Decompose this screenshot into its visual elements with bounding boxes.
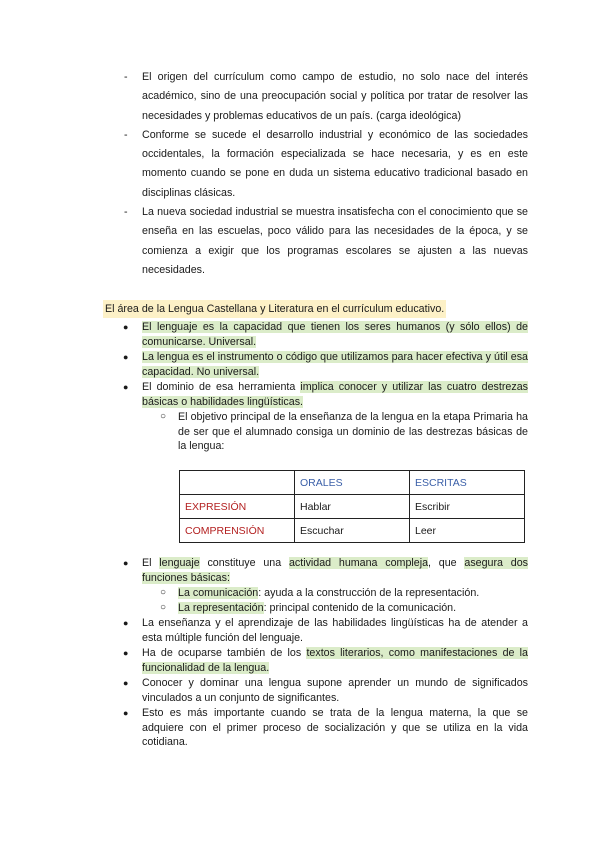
sub-item-text: : ayuda a la construcción de la representación.	[258, 587, 480, 599]
bullet-highlight: lenguaje	[159, 557, 200, 569]
table-header-cell: ESCRITAS	[410, 471, 525, 495]
bullet-list-bottom	[120, 556, 528, 751]
dash-item	[120, 68, 528, 126]
skills-table	[179, 470, 525, 543]
bullet-marker: ●	[123, 618, 129, 628]
bullet-highlight: textos literarios, como manifestaciones de la funcionalidad de la lengua.	[142, 647, 528, 674]
sub-item	[142, 410, 528, 454]
sub-item-text: : principal contenido de la comunicación.	[263, 601, 457, 614]
bullet-marker: ●	[123, 678, 129, 688]
dash-marker: -	[124, 71, 128, 83]
bullet-marker: ●	[123, 322, 129, 332]
bullet-marker: ●	[123, 648, 129, 658]
dash-item	[120, 203, 528, 280]
bullet-highlight: asegura dos funciones básicas:	[142, 557, 528, 584]
bullet-text: Esto es más importante cuando se trata de la lengua materna, la que se adquiere con el primer proceso de socialización y que se utiliza en la vida cotidiana.	[142, 707, 528, 748]
bullet-highlight: actividad humana compleja	[288, 557, 429, 569]
bullet-item	[120, 676, 528, 705]
table-cell: Leer	[410, 519, 525, 543]
bullet-list-top	[120, 320, 528, 455]
sub-marker: ○	[160, 601, 167, 613]
bullet-item	[120, 616, 528, 645]
bullet-item	[120, 320, 528, 349]
bullet-text: El lenguaje es la capacidad que tienen los seres humanos (y sólo ellos) de comunicarse. Universal.	[142, 321, 528, 348]
sub-highlight: La comunicación	[178, 587, 259, 599]
dash-item-text: La nueva sociedad industrial se muestra insatisfecha con el conocimiento que se enseña en las escuelas, poco válido para las necesidades de la época, y se comienza a exigir que los programas escolares se ajusten a las nuevas necesidades.	[142, 206, 528, 276]
skills-table-wrapper	[179, 470, 525, 543]
table-row	[180, 519, 525, 543]
bullet-text: Conocer y dominar una lengua supone aprender un mundo de significados vinculados a un conjunto de significantes.	[142, 677, 528, 704]
sub-list	[142, 410, 528, 454]
bullet-text: La lengua es el instrumento o código que utilizamos para hacer efectiva y útil esa capacidad. No universal.	[142, 351, 528, 378]
bullet-item	[120, 706, 528, 750]
sub-item	[142, 601, 528, 616]
bullet-item	[120, 380, 528, 454]
bullet-text: El	[142, 557, 160, 569]
dash-item-text: Conforme se sucede el desarrollo industrial y económico de las sociedades occidentales, la formación especializada se hace necesaria, y es en este momento cuando se pone en duda un sistema educativo tradicional basado en disciplinas clásicas.	[142, 128, 528, 199]
bullet-item	[120, 556, 528, 615]
bullet-marker: ●	[123, 352, 129, 362]
bullet-text: El dominio de esa herramienta	[142, 381, 301, 393]
bullet-text: Ha de ocuparse también de los	[142, 647, 307, 659]
bullet-item	[120, 646, 528, 675]
bullet-text: La enseñanza y el aprendizaje de las habilidades lingüísticas ha de atender a esta múltiple función del lenguaje.	[142, 617, 528, 644]
sub-list	[142, 586, 528, 615]
table-cell: Escribir	[410, 495, 525, 519]
sub-marker: ○	[160, 587, 167, 598]
table-header-row	[180, 471, 525, 495]
bullet-marker: ●	[123, 558, 129, 568]
sub-item	[142, 586, 528, 601]
bullet-marker: ●	[123, 382, 129, 392]
table-header-cell	[180, 471, 295, 495]
dash-item	[120, 126, 528, 203]
bullet-text: constituye una	[199, 557, 289, 569]
dash-marker: -	[124, 128, 128, 141]
sub-highlight: La representación	[178, 601, 264, 614]
section-title: El área de la Lengua Castellana y Literatura en el currículum educativo.	[103, 300, 446, 318]
table-row-label: COMPRENSIÓN	[180, 519, 295, 543]
table-cell: Hablar	[295, 495, 410, 519]
table-header-cell: ORALES	[295, 471, 410, 495]
bullet-marker: ●	[123, 708, 129, 718]
table-row-label: EXPRESIÓN	[180, 495, 295, 519]
sub-item-text: El objetivo principal de la enseñanza de la lengua en la etapa Primaria ha de ser que el alumnado consiga un dominio de las destrezas básicas de la lengua:	[178, 411, 528, 452]
table-cell: Escuchar	[295, 519, 410, 543]
table-row	[180, 495, 525, 519]
bullet-text: , que	[428, 557, 465, 569]
intro-dash-list	[120, 68, 528, 280]
bullet-highlight: implica conocer y utilizar las cuatro destrezas básicas o habilidades lingüísticas.	[142, 381, 528, 408]
dash-marker: -	[124, 206, 128, 219]
dash-item-text: El origen del currículum como campo de estudio, no solo nace del interés académico, sino de una preocupación social y política por tratar de resolver las necesidades y problemas educativos de un país. (carga ideológica)	[142, 71, 528, 122]
sub-marker: ○	[160, 411, 167, 422]
bullet-item	[120, 350, 528, 379]
